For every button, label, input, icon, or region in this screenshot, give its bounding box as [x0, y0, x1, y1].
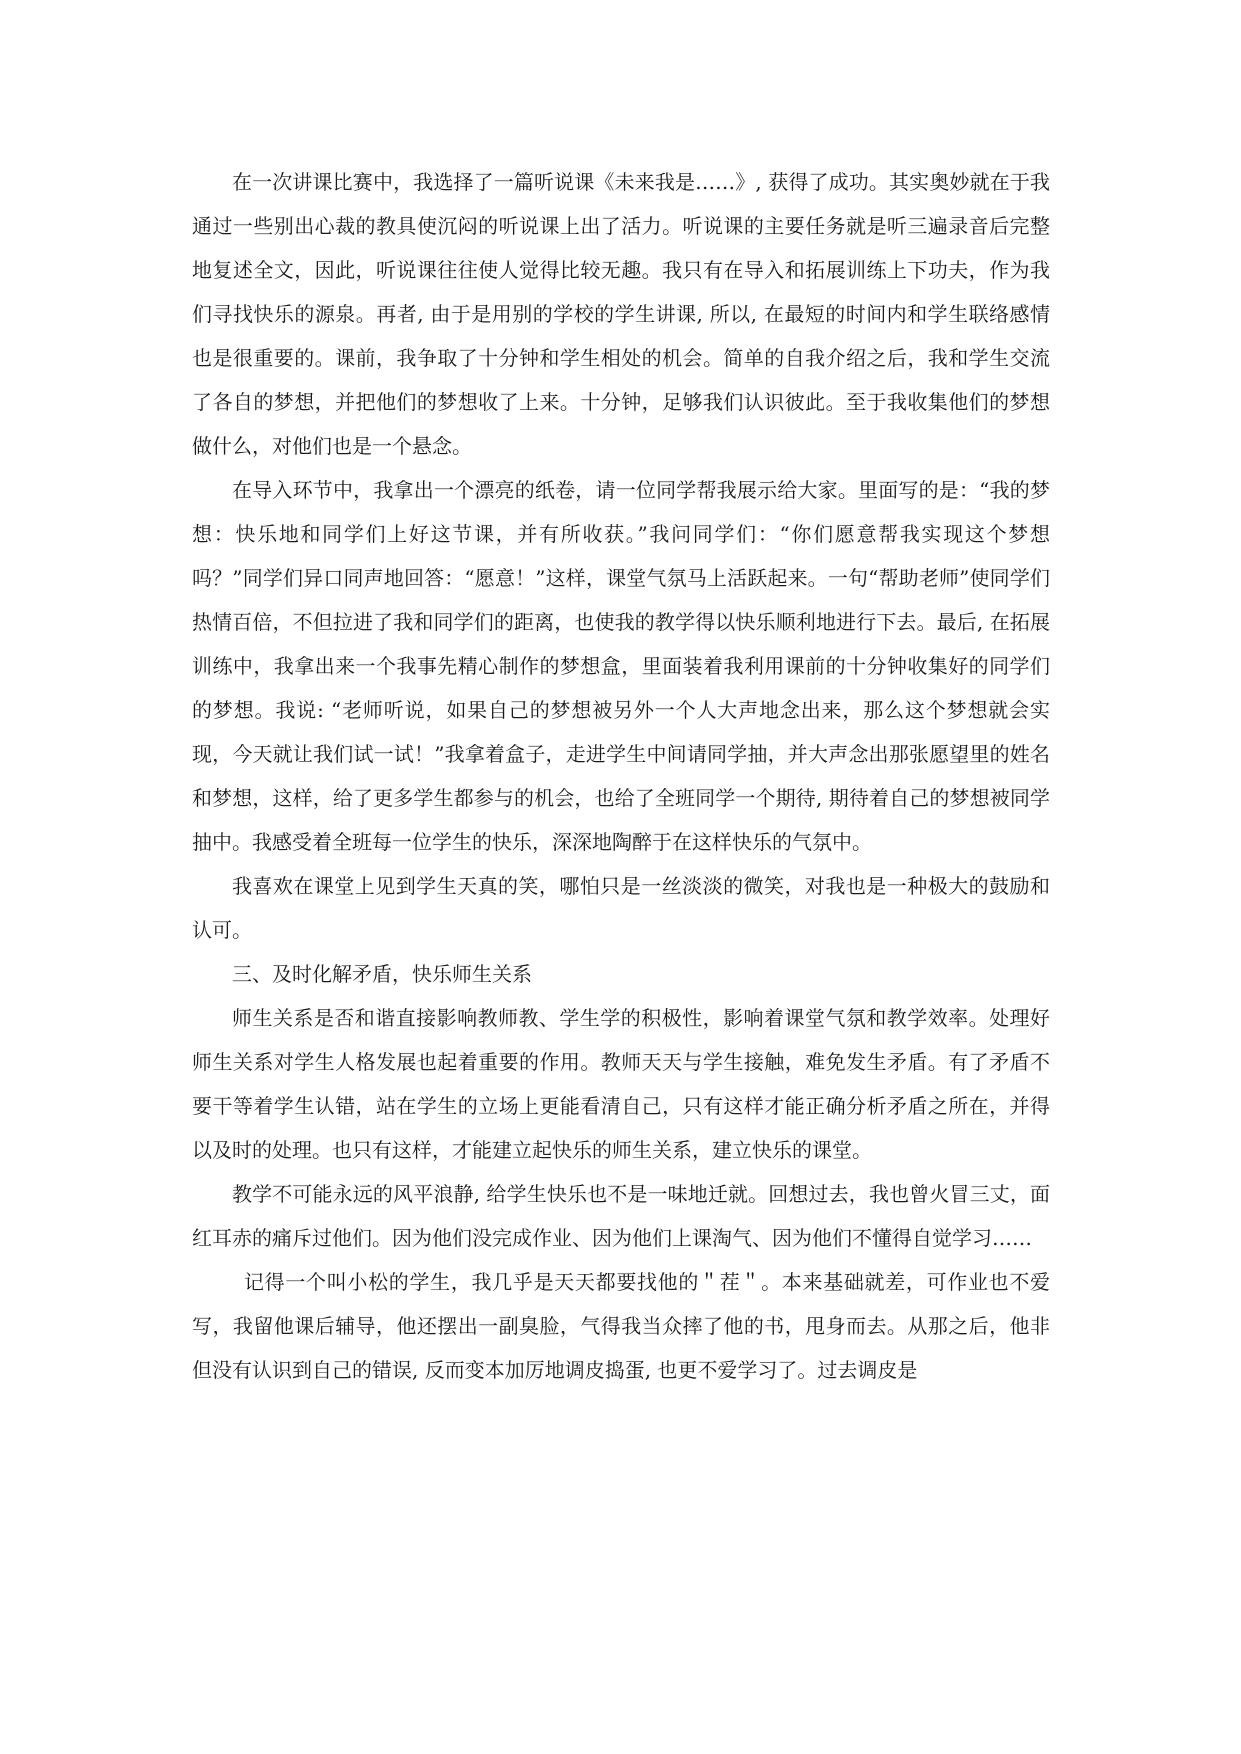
section-heading: 三、及时化解矛盾，快乐师生关系	[232, 962, 532, 986]
paragraph-student-xiaosong: 记得一个叫小松的学生，我几乎是天天都要找他的＂茬＂。本来基础就差，可作业也不爱写，我留他课后辅导，他还摆出一副臭脸，气得我当众摔了他的书，甩身而去。从那之后，他非但没有认识到自己的错误, 反而变本加厉地调皮捣蛋, 也更不爱学习了。过去调皮是	[192, 1270, 1050, 1382]
document-body	[192, 160, 1050, 1392]
paragraph-teacher-student-relation: 师生关系是否和谐直接影响教师教、学生学的积极性，影响着课堂气氛和教学效率。处理好师生关系对学生人格发展也起着重要的作用。教师天天与学生接触，难免发生矛盾。有了矛盾不要干等着学生认错，站在学生的立场上更能看清自己，只有这样才能正确分析矛盾之所在，并得以及时的处理。也只有这样，才能建立起快乐的师生关系，建立快乐的课堂。	[192, 1006, 1050, 1162]
paragraph-introduction-segment: 在导入环节中，我拿出一个漂亮的纸卷，请一位同学帮我展示给大家。里面写的是：“我的梦想：快乐地和同学们上好这节课，并有所收获。”我问同学们：“你们愿意帮我实现这个梦想吗？”同学们异口同声地回答：“愿意！”这样，课堂气氛马上活跃起来。一句“帮助老师”使同学们热情百倍，不但拉进了我和同学们的距离，也使我的教学得以快乐顺利地进行下去。最后, 在拓展训练中，我拿出来一个我事先精心制作的梦想盒，里面装着我利用课前的十分钟收集好的同学们的梦想。我说: “老师听说，如果自己的梦想被另外一个人大声地念出来，那么这个梦想就会实现，今天就让我们试一试！”我拿着盒子，走进学生中间请同学抽，并大声念出那张愿望里的姓名和梦想，这样，给了更多学生都参与的机会，也给了全班同学一个期待, 期待着自己的梦想被同学抽中。我感受着全班每一位学生的快乐，深深地陶醉于在这样快乐的气氛中。	[192, 478, 1050, 854]
paragraph-student-smile: 我喜欢在课堂上见到学生天真的笑，哪怕只是一丝淡淡的微笑，对我也是一种极大的鼓励和认可。	[192, 874, 1050, 942]
paragraph-lecture-contest: 在一次讲课比赛中，我选择了一篇听说课《未来我是……》, 获得了成功。其实奥妙就在于我通过一些别出心裁的教具使沉闷的听说课上出了活力。听说课的主要任务就是听三遍录音后完整地复述全文，因此，听说课往往使人觉得比较无趣。我只有在导入和拓展训练上下功夫，作为我们寻找快乐的源泉。再者, 由于是用别的学校的学生讲课, 所以, 在最短的时间内和学生联络感情也是很重要的。课前，我争取了十分钟和学生相处的机会。简单的自我介绍之后，我和学生交流了各自的梦想，并把他们的梦想收了上来。十分钟，足够我们认识彼此。至于我收集他们的梦想做什么，对他们也是一个悬念。	[192, 170, 1050, 458]
paragraph-teaching-not-calm: 教学不可能永远的风平浪静, 给学生快乐也不是一味地迁就。回想过去，我也曾火冒三丈，面红耳赤的痛斥过他们。因为他们没完成作业、因为他们上课淘气、因为他们不懂得自觉学习……	[192, 1182, 1050, 1250]
